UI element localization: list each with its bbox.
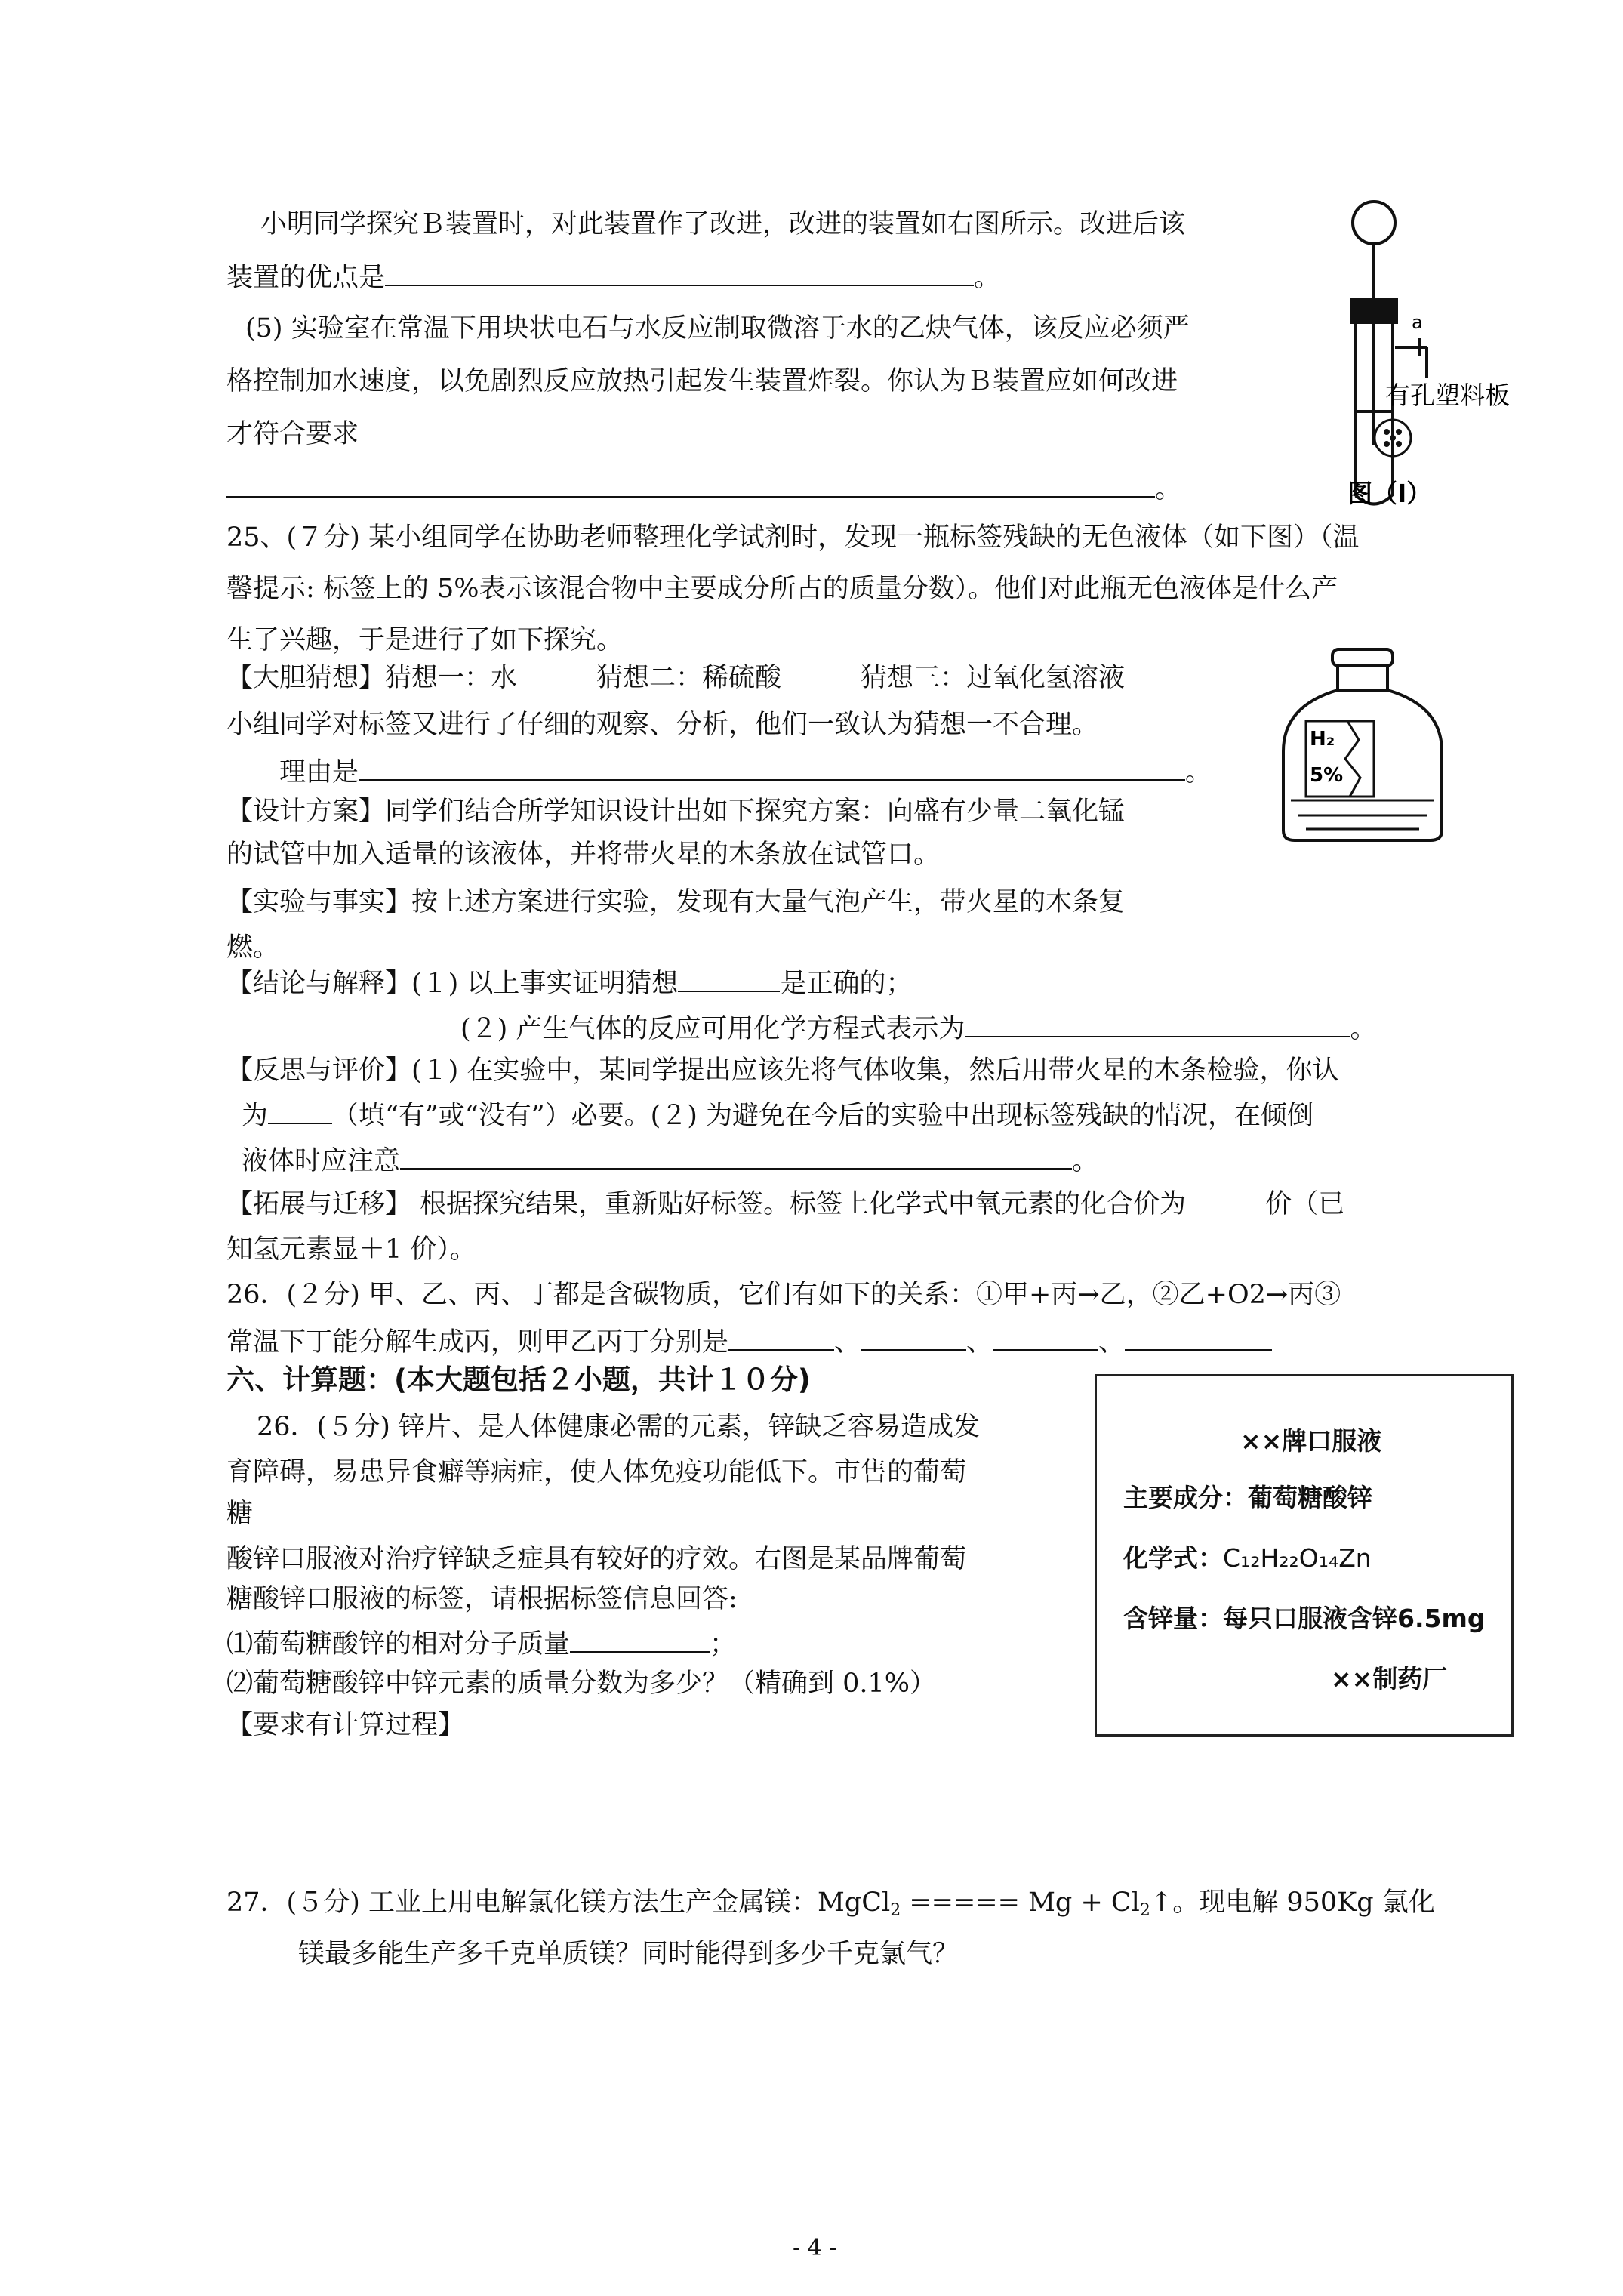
answer-blank-bing[interactable] bbox=[993, 1325, 1098, 1351]
answer-blank-yi[interactable] bbox=[861, 1325, 966, 1351]
q25-line1: 25、(７分) 某小组同学在协助老师整理化学试剂时，发现一瓶标签残缺的无色液体（如下图）（温 bbox=[226, 522, 1360, 553]
q25-reflect1: 【反思与评价】(１) 在实验中，某同学提出应该先将气体收集，然后用带火星的木条检验，你认 bbox=[226, 1056, 1339, 1086]
q25-reflect3: 液体时应注意 。 bbox=[242, 1144, 1098, 1176]
plate-label: 有孔塑料板 bbox=[1385, 381, 1510, 410]
q25-extend1: 【拓展与迁移】 根据探究结果，重新贴好标签。标签上化学式中氧元素的化合价为 价（已 bbox=[226, 1189, 1345, 1219]
q26a-line2: 常温下丁能分解生成丙，则甲乙丙丁分别是 、 、 、 bbox=[226, 1325, 1272, 1358]
q25-reflect2: 为 （填“有”或“没有”）必要。(２) 为避免在今后的实验中出现标签残缺的情况，在倾倒 bbox=[242, 1099, 1313, 1131]
label-zinc-content: 含锌量：每只口服液含锌6.5mg bbox=[1123, 1604, 1486, 1633]
q25-line2: 馨提示: 标签上的 5%表示该混合物中主要成分所占的质量分数）。他们对此瓶无色液体是什么产 bbox=[226, 574, 1338, 604]
answer-blank-advantage[interactable] bbox=[385, 260, 974, 286]
label-title: ××牌口服液 bbox=[1240, 1426, 1382, 1456]
q26b-line4: 酸锌口服液对治疗锌缺乏症具有较好的疗效。右图是某品牌葡萄 bbox=[226, 1544, 967, 1574]
q25-fact2: 燃。 bbox=[226, 932, 280, 963]
q24-p5-line1: (5) 实验室在常温下用块状电石与水反应制取微溶于水的乙炔气体，该反应必须严 bbox=[245, 313, 1190, 344]
page-number: - 4 - bbox=[793, 2235, 837, 2261]
product-label-box bbox=[1095, 1374, 1514, 1737]
answer-blank-necessary[interactable] bbox=[268, 1099, 332, 1124]
apparatus-figure bbox=[1313, 196, 1540, 521]
q25-conclusion2: (２) 产生气体的反应可用化学方程式表示为 。 bbox=[460, 1012, 1376, 1044]
figure-caption: 图（Ⅰ） bbox=[1347, 479, 1432, 508]
q25-conclusion1: 【结论与解释】(１) 以上事实证明猜想 是正确的； bbox=[226, 966, 912, 999]
q27-line2: 镁最多能生产多千克单质镁？同时能得到多少千克氯气？ bbox=[298, 1939, 959, 1969]
q26b-require: 【要求有计算过程】 bbox=[226, 1710, 465, 1740]
q25-design2: 的试管中加入适量的该液体，并将带火星的木条放在试管口。 bbox=[226, 840, 941, 870]
q24-line1: 小明同学探究Ｂ装置时，对此装置作了改进，改进的装置如右图所示。改进后该 bbox=[260, 209, 1186, 239]
q25-extend2: 知氢元素显＋1 价）。 bbox=[226, 1234, 476, 1265]
reagent-bottle-figure bbox=[1276, 646, 1449, 846]
answer-blank-reason[interactable] bbox=[359, 755, 1185, 781]
answer-blank-improvement[interactable] bbox=[226, 472, 1155, 498]
q26b-line1: 26．(５分) 锌片、是人体健康必需的元素，锌缺乏容易造成发 bbox=[257, 1412, 980, 1442]
q27-line1: 27．(５分) 工业上用电解氯化镁方法生产金属镁：MgCl$_2$ ===== $Mg + Cl_2↑$。现电解 950Kg 氯化 bbox=[226, 1888, 1435, 1920]
q25-observe: 小组同学对标签又进行了仔细的观察、分析，他们一致认为猜想一不合理。 bbox=[226, 710, 1099, 740]
answer-blank-guess[interactable] bbox=[678, 966, 780, 992]
label-formula: 化学式：C₁₂H₂₂O₁₄Zn bbox=[1123, 1543, 1372, 1573]
answer-blank-molecular-mass[interactable] bbox=[570, 1627, 710, 1653]
q26b-item2: ⑵葡萄糖酸锌中锌元素的质量分数为多少？（精确到 0.1%） bbox=[226, 1669, 937, 1699]
q26b-line2: 育障碍，易患异食癖等病症，使人体免疫功能低下。市售的葡萄 bbox=[226, 1457, 967, 1487]
answer-blank-equation[interactable] bbox=[965, 1012, 1350, 1037]
q24-line2: 装置的优点是 。 bbox=[226, 260, 1000, 293]
q24-p5-line3: 才符合要求 bbox=[226, 419, 359, 449]
q26b-line3: 糖 bbox=[226, 1499, 254, 1529]
q25-line3: 生了兴趣，于是进行了如下探究。 bbox=[226, 625, 624, 655]
q24-p5-line2: 格控制加水速度，以免剧烈反应放热引起发生装置炸裂。你认为Ｂ装置应如何改进 bbox=[226, 366, 1178, 396]
label-maker: ××制药厂 bbox=[1331, 1664, 1448, 1693]
valve-label: a bbox=[1412, 312, 1423, 333]
answer-blank-caution[interactable] bbox=[400, 1144, 1072, 1170]
q24-p5-line4: 。 bbox=[226, 472, 1181, 504]
section-heading: 六、计算题：(本大题包括２小题，共计１０分) bbox=[226, 1364, 811, 1396]
q25-design1: 【设计方案】同学们结合所学知识设计出如下探究方案：向盛有少量二氧化锰 bbox=[226, 797, 1126, 827]
label-ingredient: 主要成分：葡萄糖酸锌 bbox=[1123, 1483, 1372, 1512]
bottle-label-formula: H₂ bbox=[1310, 728, 1335, 750]
q25-guess: 【大胆猜想】猜想一：水 猜想二：稀硫酸 猜想三：过氧化氢溶液 bbox=[226, 663, 1126, 693]
bottle-label-percent: 5% bbox=[1310, 764, 1344, 787]
q26b-item1: ⑴葡萄糖酸锌的相对分子质量 ； bbox=[226, 1627, 736, 1660]
answer-blank-jia[interactable] bbox=[728, 1325, 834, 1351]
q25-fact1: 【实验与事实】按上述方案进行实验，发现有大量气泡产生，带火星的木条复 bbox=[226, 887, 1126, 917]
q25-reason: 理由是 。 bbox=[279, 755, 1212, 787]
q26b-line5: 糖酸锌口服液的标签，请根据标签信息回答: bbox=[226, 1584, 738, 1614]
answer-blank-ding[interactable] bbox=[1125, 1325, 1272, 1351]
q26a-line1: 26．(２分) 甲、乙、丙、丁都是含碳物质，它们有如下的关系：①甲+丙→乙，②乙+O2→丙③ bbox=[226, 1280, 1341, 1310]
